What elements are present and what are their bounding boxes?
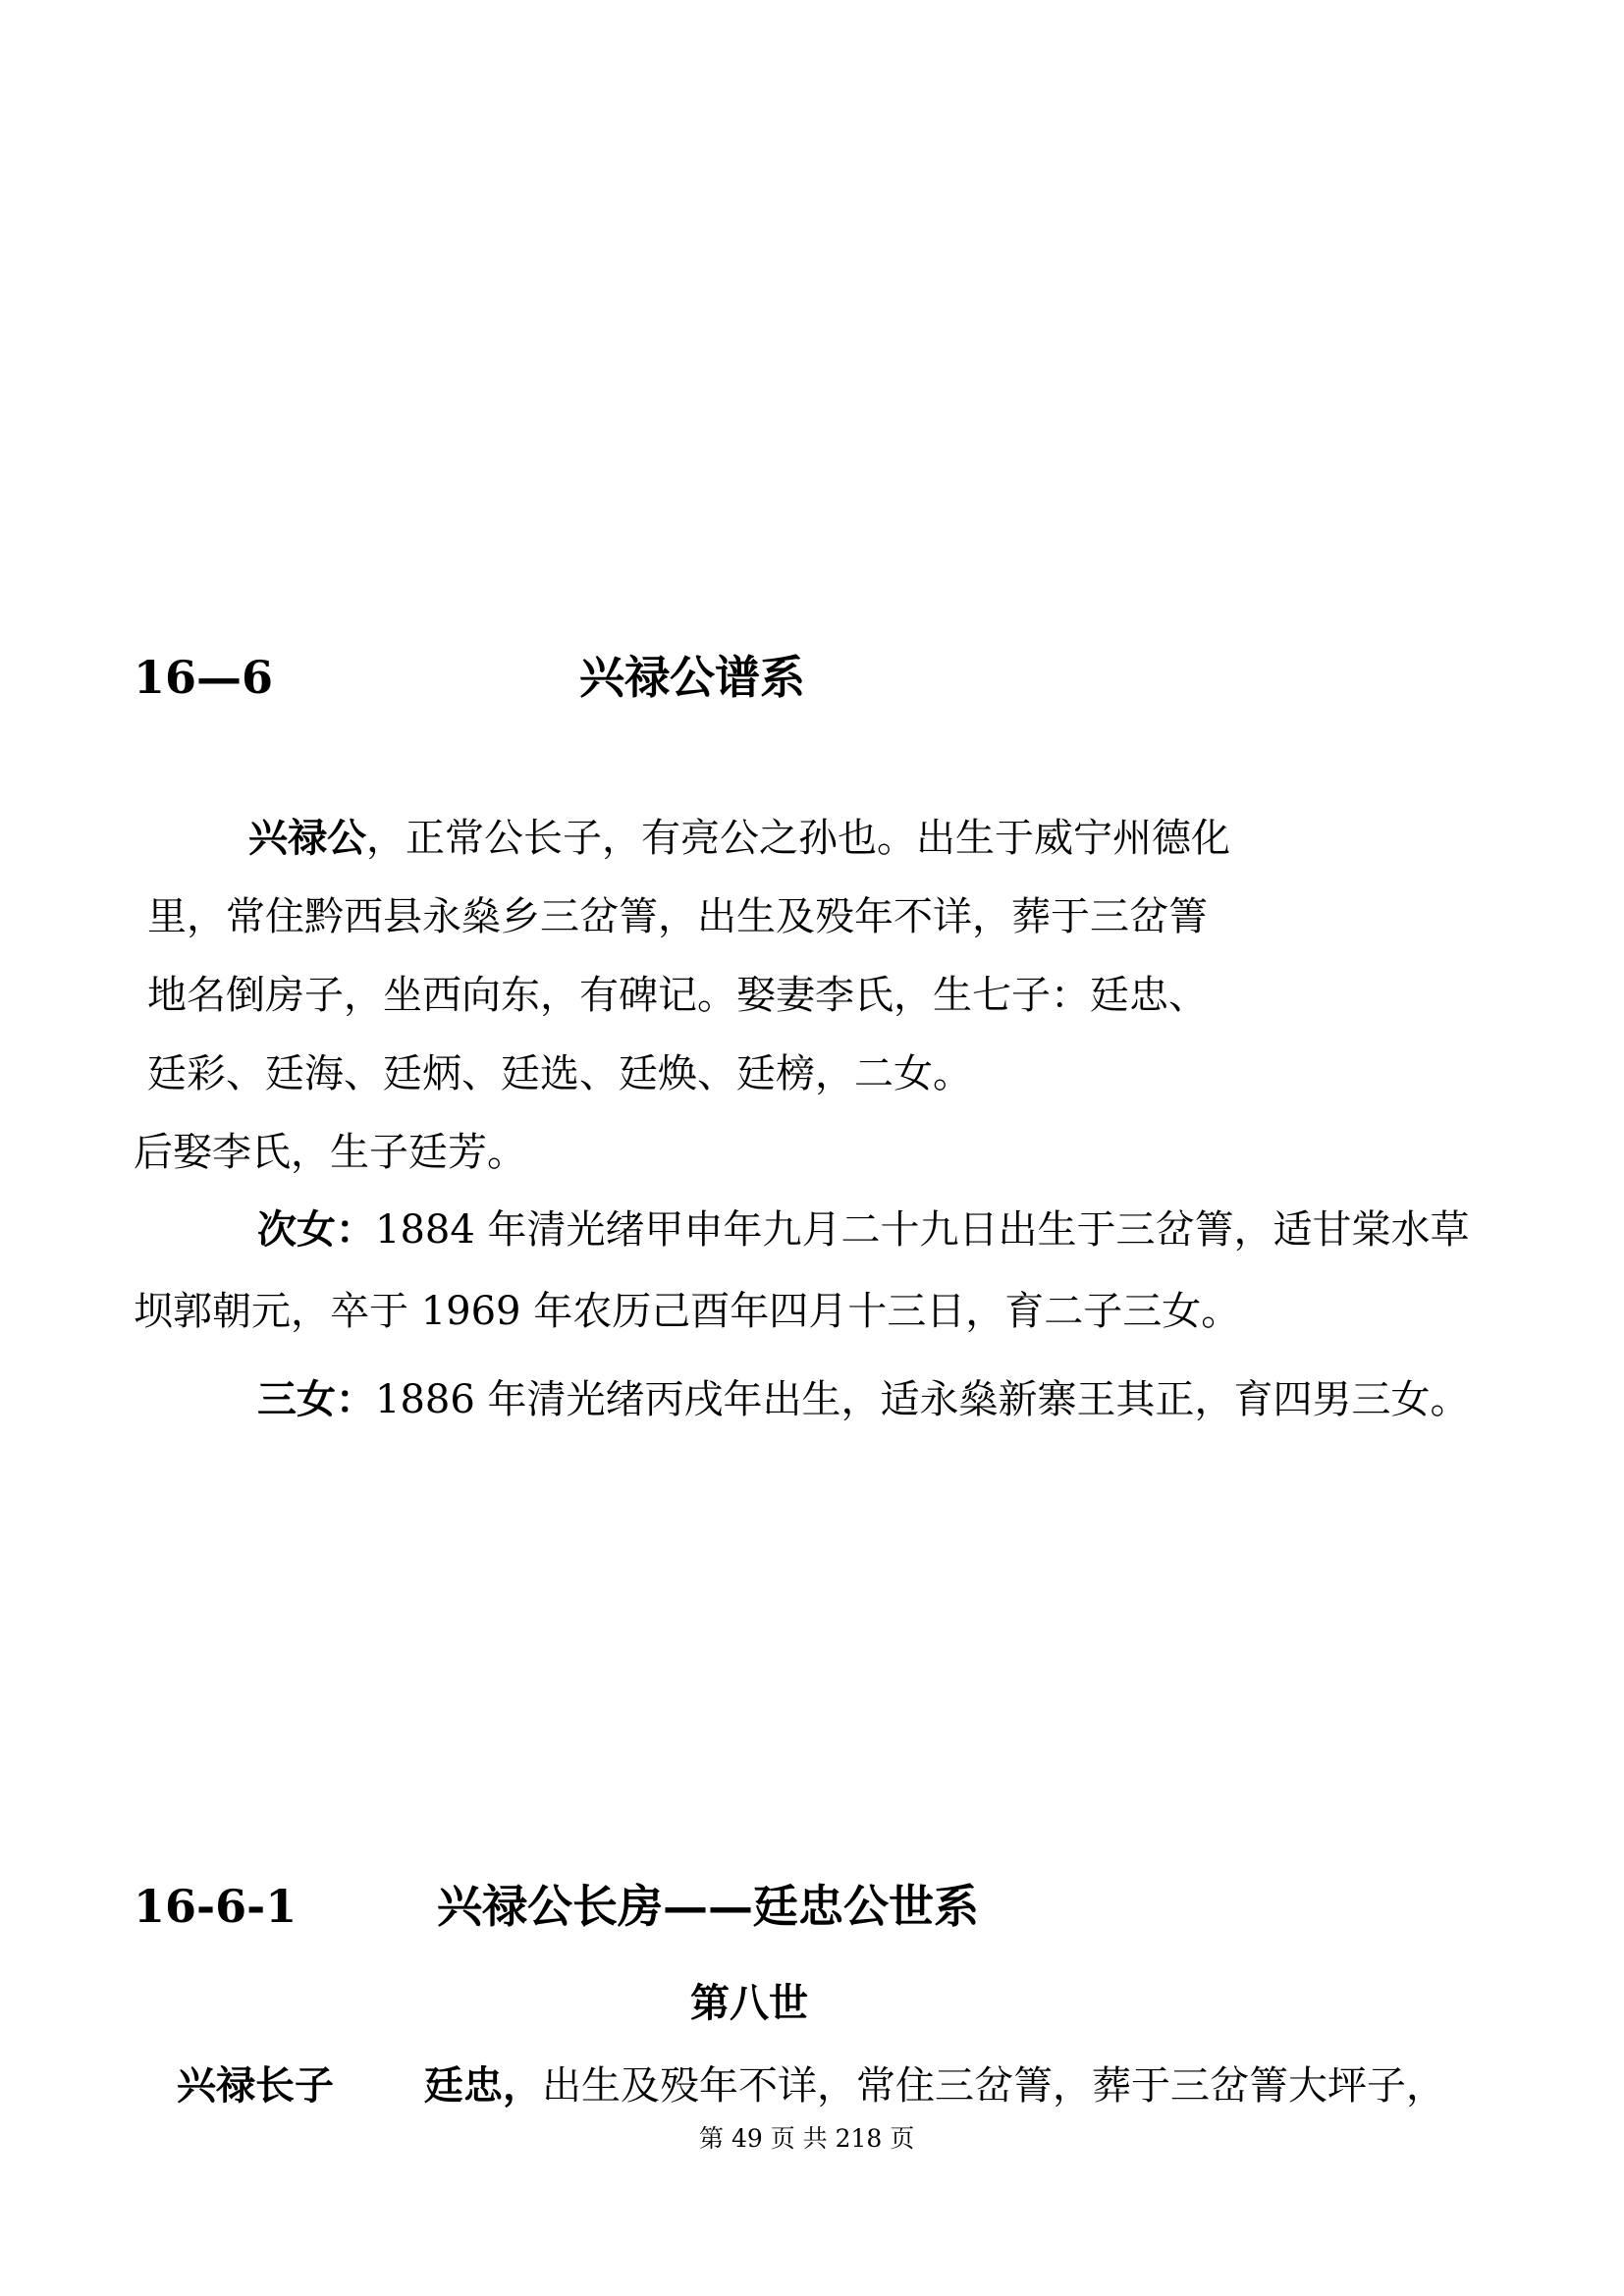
entry-relation: 兴禄长子 xyxy=(177,2062,334,2109)
paragraph-2-line-1 xyxy=(257,1206,1470,1253)
paragraph-3-line-1 xyxy=(257,1376,1470,1422)
paragraph-1-line-5: 后娶李氏，生子廷芳。 xyxy=(134,1130,526,1175)
paragraph-1-line-1 xyxy=(248,815,1230,861)
paragraph-1-line-3: 地名倒房子，坐西向东，有碑记。娶妻李氏，生七子：廷忠、 xyxy=(147,973,1208,1018)
section-title-xinglu: 兴禄公谱系 xyxy=(579,651,805,704)
paragraph-text: ，正常公长子，有亮公之孙也。出生于威宁州德化 xyxy=(366,816,1230,861)
paragraph-1-line-4: 廷彩、廷海、廷炳、廷选、廷焕、廷榜，二女。 xyxy=(147,1051,972,1096)
paragraph-2-line-2: 坝郭朝元，卒于 1969 年农历己酉年四月十三日，育二子三女。 xyxy=(134,1289,1241,1334)
paragraph-text: 1884 年清光绪甲申年九月二十九日出生于三岔箐，适甘棠水草 xyxy=(375,1207,1470,1253)
second-daughter-label: 次女： xyxy=(257,1206,375,1253)
generation-heading: 第八世 xyxy=(690,1980,808,2026)
section-number-16-6: 16—6 xyxy=(134,651,274,704)
paragraph-text: 1886 年清光绪丙戌年出生，适永燊新寨王其正，育四男三女。 xyxy=(375,1377,1470,1422)
section-title-tingzhong: 兴禄公长房——廷忠公世系 xyxy=(437,1880,979,1933)
section-number-16-6-1: 16-6-1 xyxy=(134,1880,298,1933)
entry-line xyxy=(424,2062,1445,2109)
paragraph-1-line-2: 里，常住黔西县永燊乡三岔箐，出生及殁年不详，葬于三岔箐 xyxy=(147,894,1208,939)
page-number-footer: 第 49 页 共 218 页 xyxy=(699,2124,915,2153)
entry-text: 出生及殁年不详，常住三岔箐，葬于三岔箐大坪子， xyxy=(542,2063,1445,2109)
person-name-tingzhong: 廷忠， xyxy=(424,2062,542,2109)
person-name-xinglu: 兴禄公 xyxy=(248,815,366,861)
third-daughter-label: 三女： xyxy=(257,1376,375,1422)
